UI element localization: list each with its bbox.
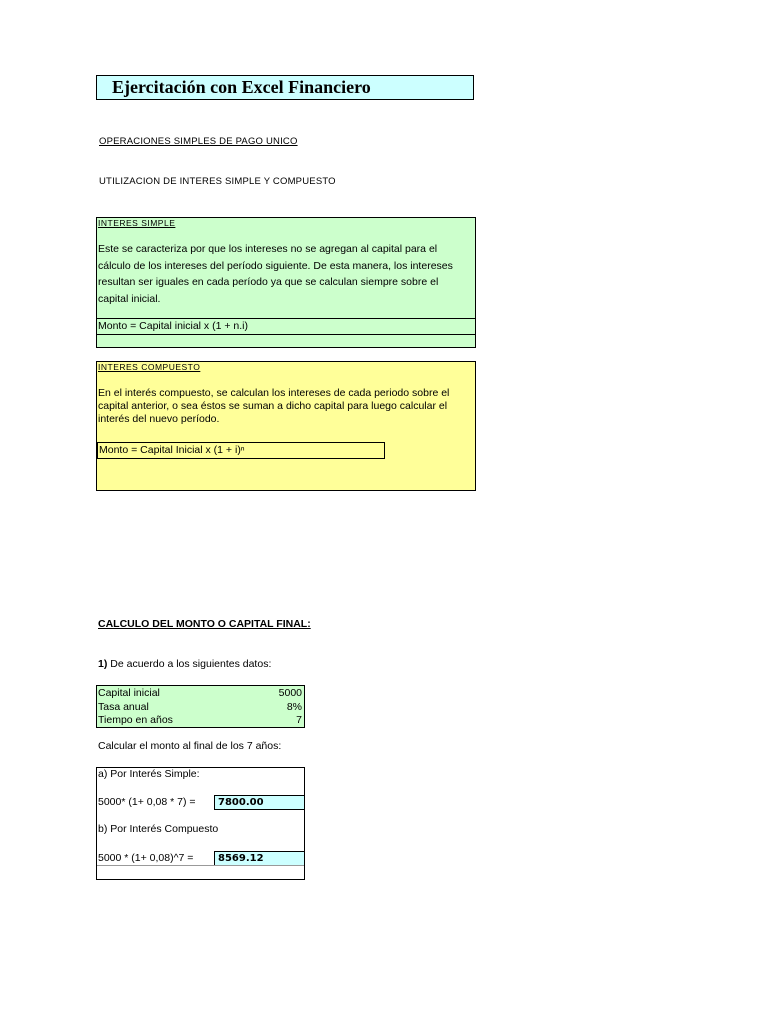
section-heading: CALCULO DEL MONTO O CAPITAL FINAL: <box>98 618 311 630</box>
divider <box>97 865 304 866</box>
row-label: Tasa anual <box>98 700 149 713</box>
compound-interest-line: interés del nuevo período. <box>98 413 220 425</box>
row-value: 7 <box>296 714 302 726</box>
table-row <box>98 700 302 714</box>
interest-subheading: UTILIZACION DE INTERES SIMPLE Y COMPUESTO <box>99 176 336 187</box>
simple-interest-heading: INTERES SIMPLE <box>98 218 176 228</box>
part-a-formula: 5000* (1+ 0,08 * 7) = <box>98 796 196 808</box>
table-row <box>98 686 302 700</box>
simple-interest-line: capital inicial. <box>98 292 161 305</box>
exercise-intro-text: De acuerdo a los siguientes datos: <box>107 658 272 670</box>
page-title: Ejercitación con Excel Financiero <box>96 75 474 100</box>
exercise-question: Calcular el monto al final de los 7 años: <box>98 740 282 752</box>
simple-interest-panel <box>96 217 476 348</box>
part-b-label: b) Por Interés Compuesto <box>98 823 219 835</box>
simple-interest-formula: Monto = Capital inicial x (1 + n.i) <box>98 320 248 332</box>
compound-interest-line: En el interés compuesto, se calculan los intereses de cada periodo sobre el <box>98 387 450 399</box>
compound-interest-formula: Monto = Capital Inicial x (1 + i)ⁿ <box>97 442 385 459</box>
part-b-result: 8569.12 <box>214 851 305 866</box>
divider <box>97 334 475 335</box>
exercise-number: 1) <box>98 658 108 670</box>
compound-interest-panel <box>96 361 476 491</box>
compound-interest-line: capital anterior, o sea éstos se suman a dicho capital para luego calcular el <box>98 400 448 412</box>
table-row <box>98 713 302 727</box>
operations-heading: OPERACIONES SIMPLES DE PAGO UNICO <box>99 136 298 147</box>
row-label: Capital inicial <box>98 687 160 699</box>
simple-interest-line: Este se caracteriza por que los intereses no se agregan al capital para el <box>98 243 438 255</box>
exercise-intro <box>98 658 271 670</box>
simple-interest-line: cálculo de los intereses del período siguiente. De esta manera, los intereses <box>98 259 453 272</box>
compound-interest-heading: INTERES COMPUESTO <box>98 362 201 372</box>
row-value: 8% <box>286 700 302 713</box>
part-a-label: a) Por Interés Simple: <box>98 768 200 780</box>
input-data-table <box>96 685 305 728</box>
simple-interest-line: resultan ser iguales en cada período ya que se calculan siempre sobre el <box>98 276 439 288</box>
row-label: Tiempo en años <box>98 714 173 726</box>
results-panel <box>96 767 305 880</box>
part-b-formula: 5000 * (1+ 0,08)^7 = <box>98 852 194 864</box>
row-value: 5000 <box>278 687 302 699</box>
part-a-result: 7800.00 <box>214 795 305 810</box>
